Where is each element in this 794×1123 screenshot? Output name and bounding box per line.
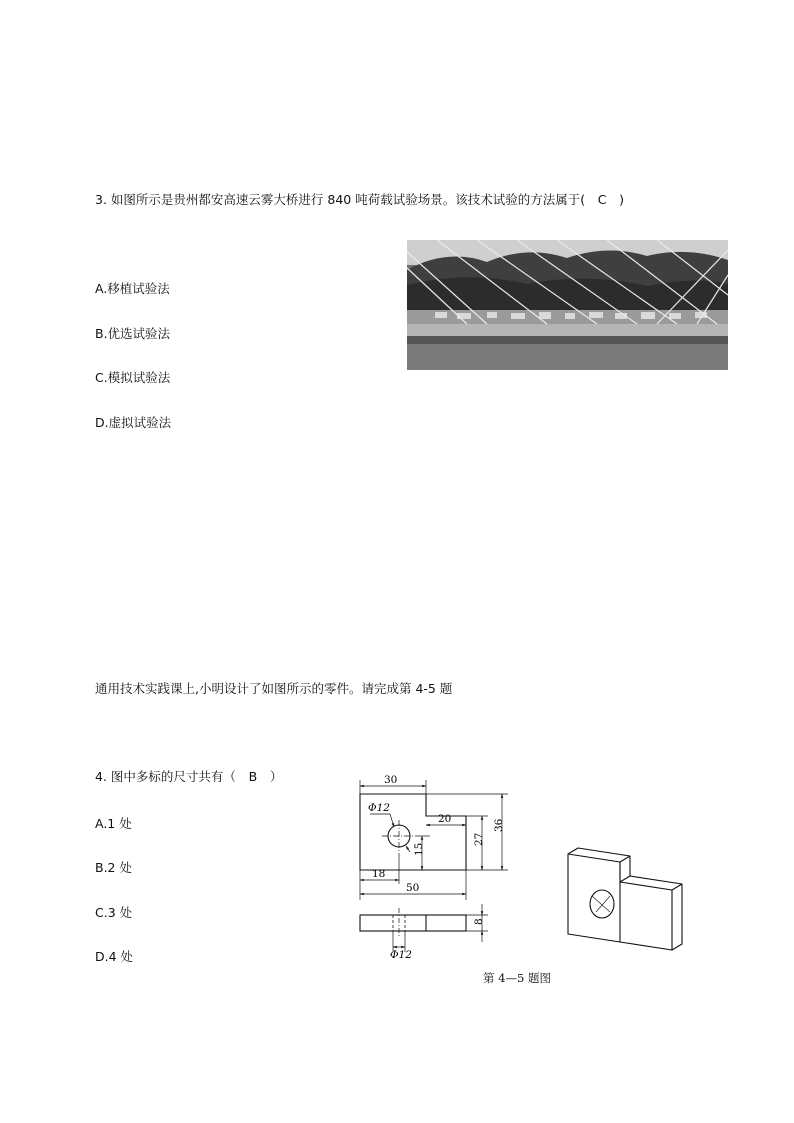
q3-answer: C bbox=[597, 192, 607, 207]
dim-15: 15 bbox=[413, 842, 425, 856]
dim-phi-bottom: Φ12 bbox=[390, 949, 412, 961]
q4-option-a: A.1 处 bbox=[95, 816, 132, 831]
part-technical-drawing bbox=[352, 772, 698, 988]
q4-option-c: C.3 处 bbox=[95, 905, 133, 920]
q4-answer: B bbox=[248, 769, 258, 784]
q4-option-b: B.2 处 bbox=[95, 860, 132, 875]
q3-option-c: C.模拟试验法 bbox=[95, 370, 171, 385]
q4-stem bbox=[95, 769, 282, 785]
q3-option-d: D.虚拟试验法 bbox=[95, 415, 172, 430]
q3-stem-prefix: 3. 如图所示是贵州都安高速云雾大桥进行 840 吨荷载试验场景。该技术试验的方法属于( bbox=[95, 192, 586, 207]
dim-30: 30 bbox=[384, 774, 398, 786]
bridge-load-test-photo bbox=[407, 240, 728, 370]
q3-stem bbox=[95, 192, 624, 208]
dim-8: 8 bbox=[473, 918, 485, 925]
dim-20: 20 bbox=[438, 813, 452, 825]
figure-caption: 第 4—5 题图 bbox=[483, 971, 551, 985]
q3-stem-suffix: ) bbox=[619, 192, 624, 207]
dim-50: 50 bbox=[406, 882, 420, 894]
dim-phi-top: Φ12 bbox=[368, 802, 390, 814]
dim-18: 18 bbox=[372, 868, 386, 880]
dim-27: 27 bbox=[473, 832, 485, 846]
q4-stem-suffix: ） bbox=[269, 769, 283, 784]
q3-option-b: B.优选试验法 bbox=[95, 326, 171, 341]
dim-36: 36 bbox=[493, 818, 505, 832]
q3-option-a: A.移植试验法 bbox=[95, 281, 170, 296]
q4-5-intro: 通用技术实践课上,小明设计了如图所示的零件。请完成第 4-5 题 bbox=[95, 681, 453, 696]
q4-stem-prefix: 4. 图中多标的尺寸共有（ bbox=[95, 769, 236, 784]
q4-option-d: D.4 处 bbox=[95, 949, 134, 964]
